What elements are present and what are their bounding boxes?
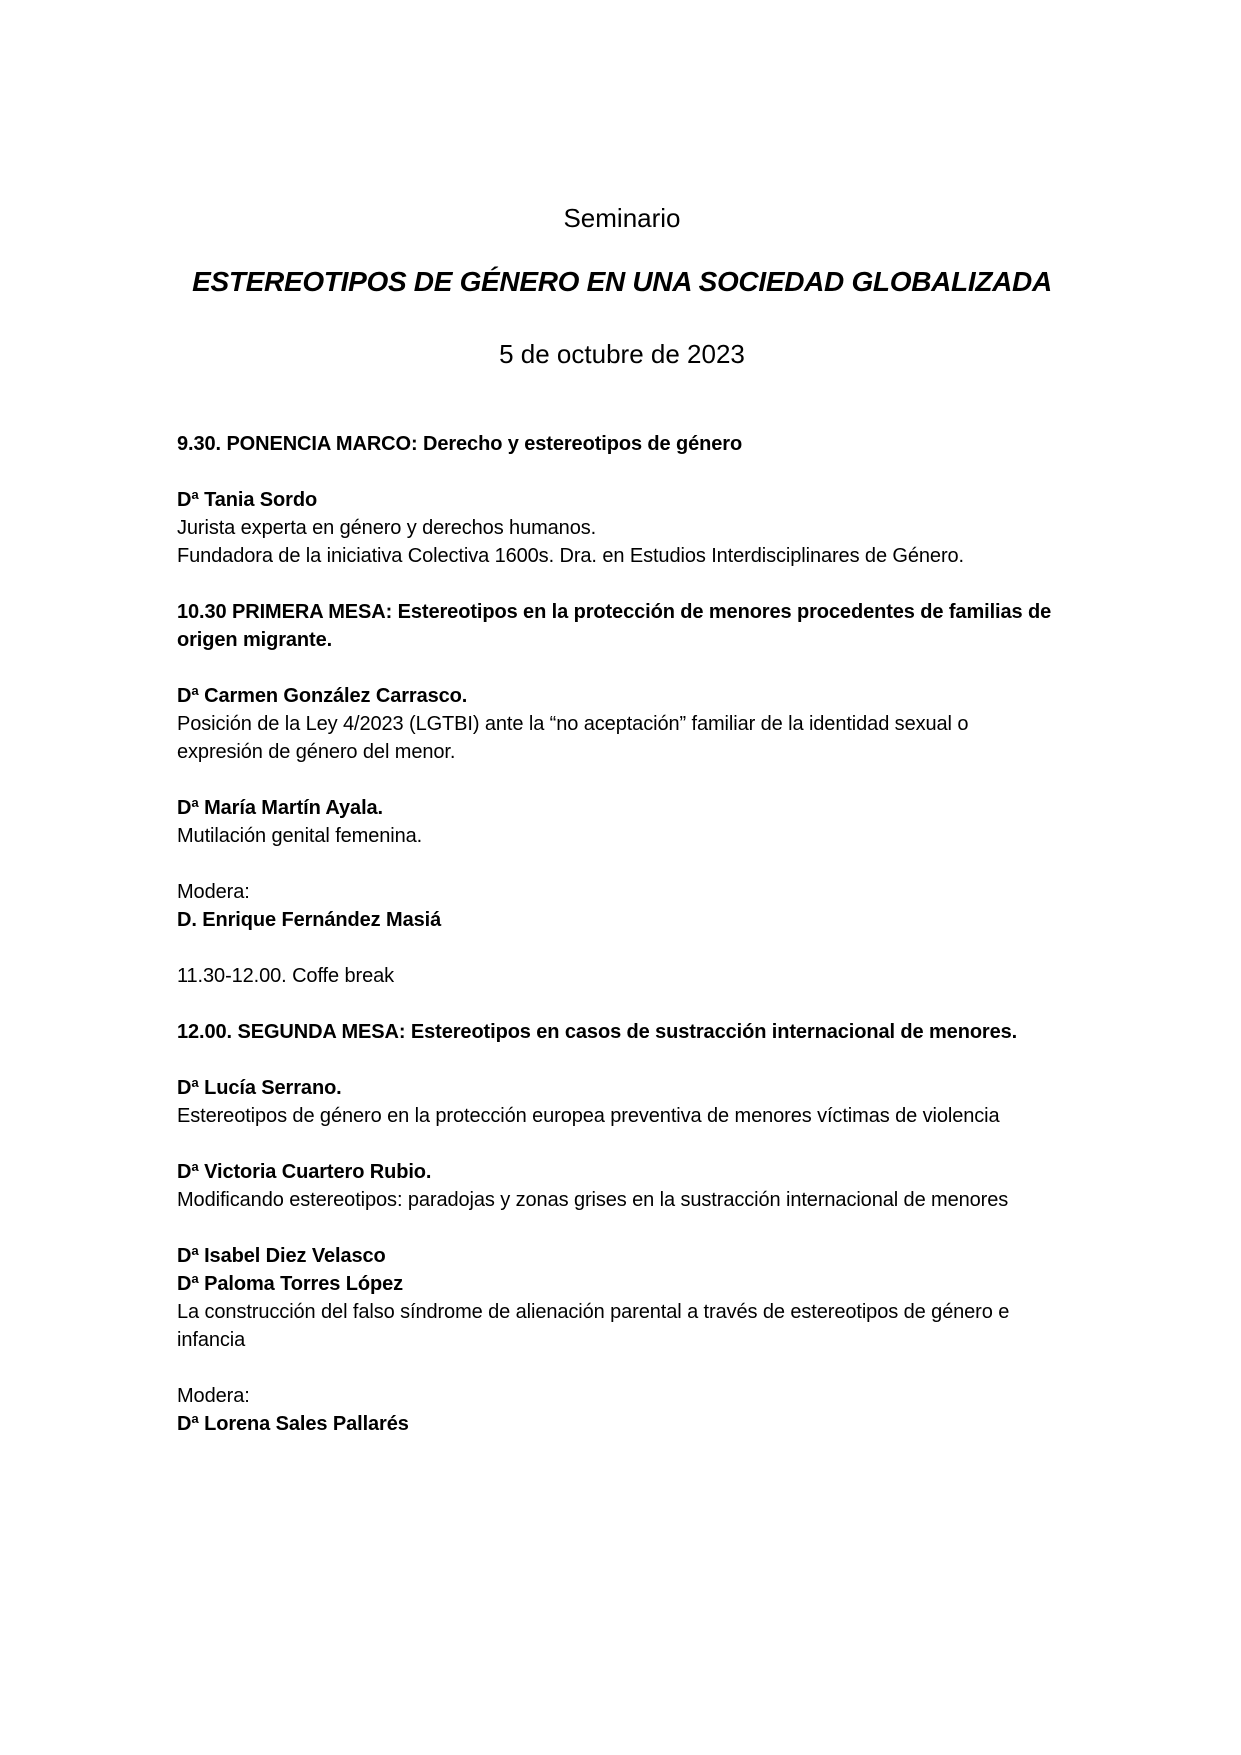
text-line: 12.00. SEGUNDA MESA: Estereotipos en casos de sustracción internacional de menores. <box>177 1021 1018 1043</box>
moderator-primera-mesa <box>177 878 1067 934</box>
text-line: Dª María Martín Ayala. <box>177 797 384 819</box>
text-line: origen migrante. <box>177 629 333 651</box>
text-line: Fundadora de la iniciativa Colectiva 1600s. Dra. en Estudios Interdisciplinares de Género. <box>177 545 964 567</box>
speaker-victoria-cuartero-rubio <box>177 1158 1067 1214</box>
text-line: Modificando estereotipos: paradojas y zonas grises en la sustracción internacional de menores <box>177 1189 1009 1211</box>
seminar-title: ESTEREOTIPOS DE GÉNERO EN UNA SOCIEDAD GLOBALIZADA <box>192 266 1052 297</box>
text-line: Dª Paloma Torres López <box>177 1273 403 1295</box>
session-primera-mesa-heading <box>177 598 1067 654</box>
text-line: Dª Lorena Sales Pallarés <box>177 1413 409 1435</box>
speaker-tania-sordo <box>177 486 1067 570</box>
text-line: 11.30-12.00. Coffe break <box>177 965 395 987</box>
text-line: Dª Tania Sordo <box>177 489 318 511</box>
seminar-label: Seminario <box>563 203 681 233</box>
speaker-carmen-gonzalez-carrasco <box>177 682 1067 766</box>
text-line: expresión de género del menor. <box>177 741 456 763</box>
moderator-segunda-mesa <box>177 1382 1067 1438</box>
text-line: Posición de la Ley 4/2023 (LGTBI) ante la “no aceptación” familiar de la identidad sexual o <box>177 713 969 735</box>
text-line: Dª Isabel Diez Velasco <box>177 1245 386 1267</box>
session-ponencia-marco-heading <box>177 430 1067 458</box>
text-line: 10.30 PRIMERA MESA: Estereotipos en la protección de menores procedentes de familias de <box>177 601 1052 623</box>
text-line: Dª Lucía Serrano. <box>177 1077 342 1099</box>
text-line: 9.30. PONENCIA MARCO: Derecho y estereotipos de género <box>177 433 743 455</box>
text-line: Mutilación genital femenina. <box>177 825 423 847</box>
speaker-maria-martin-ayala <box>177 794 1067 850</box>
speaker-lucia-serrano <box>177 1074 1067 1130</box>
text-line: La construcción del falso síndrome de alienación parental a través de estereotipos de género e <box>177 1301 1010 1323</box>
text-line: D. Enrique Fernández Masiá <box>177 909 442 931</box>
text-line: Estereotipos de género en la protección europea preventiva de menores víctimas de violencia <box>177 1105 1000 1127</box>
document-body <box>177 430 1067 1438</box>
text-line: Jurista experta en género y derechos humanos. <box>177 517 597 539</box>
text-line: Modera: <box>177 881 250 903</box>
session-segunda-mesa-heading <box>177 1018 1067 1046</box>
text-line: Dª Carmen González Carrasco. <box>177 685 468 707</box>
coffee-break <box>177 962 1067 990</box>
seminar-date: 5 de octubre de 2023 <box>499 339 745 369</box>
speakers-isabel-diez-paloma-torres <box>177 1242 1067 1354</box>
text-line: infancia <box>177 1329 246 1351</box>
text-line: Modera: <box>177 1385 250 1407</box>
text-line: Dª Victoria Cuartero Rubio. <box>177 1161 432 1183</box>
